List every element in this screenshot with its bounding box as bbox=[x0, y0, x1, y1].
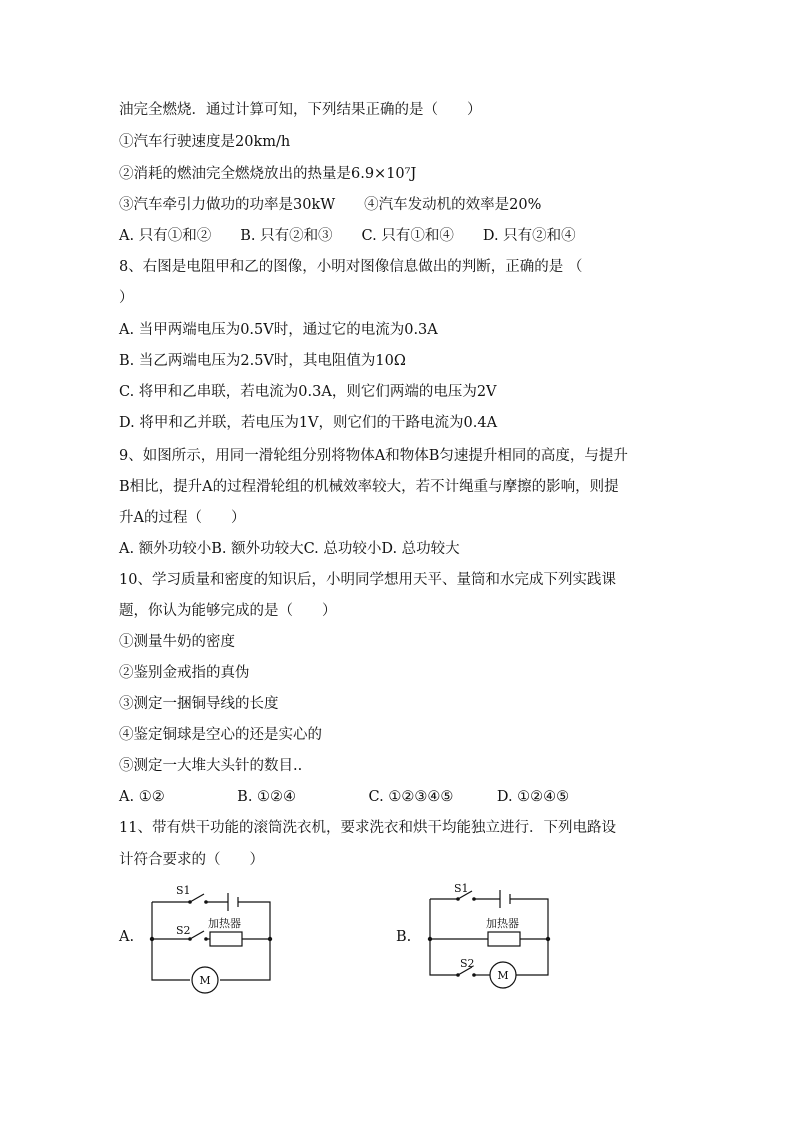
text-line: C. 将甲和乙串联，若电流为0.3A，则它们两端的电压为2V bbox=[119, 384, 497, 400]
circuit-a-motor-label: M bbox=[199, 974, 211, 987]
circuit-a-heater-label: 加热器 bbox=[208, 917, 241, 930]
text-line: A. ①② B. ①②④ C. ①②③④⑤ D. ①②④⑤ bbox=[119, 789, 570, 805]
text-line: 计符合要求的（ ） bbox=[119, 852, 264, 868]
circuit-b-s1-label: S1 bbox=[454, 882, 469, 895]
text-line: ②消耗的燃油完全燃烧放出的热量是6.9×10⁷J bbox=[119, 166, 417, 182]
text-line: ④鉴定铜球是空心的还是实心的 bbox=[119, 727, 322, 743]
circuit-b-motor-label: M bbox=[497, 969, 509, 982]
text-line: ①汽车行驶速度是20km/h bbox=[119, 134, 291, 150]
circuit-b-diagram bbox=[418, 875, 588, 1000]
circuit-a-option-label: A. bbox=[119, 929, 135, 945]
text-line: 油完全燃烧．通过计算可知，下列结果正确的是（ ） bbox=[119, 102, 482, 118]
text-line: B相比，提升A的过程滑轮组的机械效率较大，若不计绳重与摩擦的影响，则提 bbox=[119, 479, 619, 495]
circuit-a-s2-label: S2 bbox=[176, 924, 191, 937]
text-line: A. 只有①和② B. 只有②和③ C. 只有①和④ D. 只有②和④ bbox=[119, 228, 576, 244]
text-line: 升A的过程（ ） bbox=[119, 510, 246, 526]
circuit-b-s2-label: S2 bbox=[460, 957, 475, 970]
text-line: A. 额外功较小B. 额外功较大C. 总功较小D. 总功较大 bbox=[119, 541, 460, 557]
text-line: 11、带有烘干功能的滚筒洗衣机，要求洗衣和烘干均能独立进行．下列电路设 bbox=[119, 820, 616, 836]
text-line: 9、如图所示，用同一滑轮组分别将物体A和物体B匀速提升相同的高度，与提升 bbox=[119, 448, 628, 464]
text-line: ②鉴别金戒指的真伪 bbox=[119, 665, 250, 681]
text-line: 10、学习质量和密度的知识后，小明同学想用天平、量筒和水完成下列实践课 bbox=[119, 572, 616, 588]
text-line: 题，你认为能够完成的是（ ） bbox=[119, 603, 337, 619]
text-line: 8、右图是电阻甲和乙的图像，小明对图像信息做出的判断，正确的是 （ bbox=[119, 259, 583, 275]
text-line: ⑤测定一大堆大头针的数目.. bbox=[119, 758, 303, 774]
circuit-b-heater-label: 加热器 bbox=[486, 917, 519, 930]
text-line: ③汽车牵引力做功的功率是30kW ④汽车发动机的效率是20% bbox=[119, 197, 542, 213]
text-line: ） bbox=[119, 290, 134, 306]
text-line: B. 当乙两端电压为2.5V时，其电阻值为10Ω bbox=[119, 353, 406, 369]
circuit-b-option-label: B. bbox=[396, 929, 412, 945]
text-line: ①测量牛奶的密度 bbox=[119, 634, 235, 650]
text-line: A. 当甲两端电压为0.5V时，通过它的电流为0.3A bbox=[119, 322, 438, 338]
text-line: D. 将甲和乙并联，若电压为1V，则它们的干路电流为0.4A bbox=[119, 415, 498, 431]
circuit-a-diagram bbox=[140, 878, 310, 1003]
text-line: ③测定一捆铜导线的长度 bbox=[119, 696, 279, 712]
circuit-a-s1-label: S1 bbox=[176, 884, 191, 897]
